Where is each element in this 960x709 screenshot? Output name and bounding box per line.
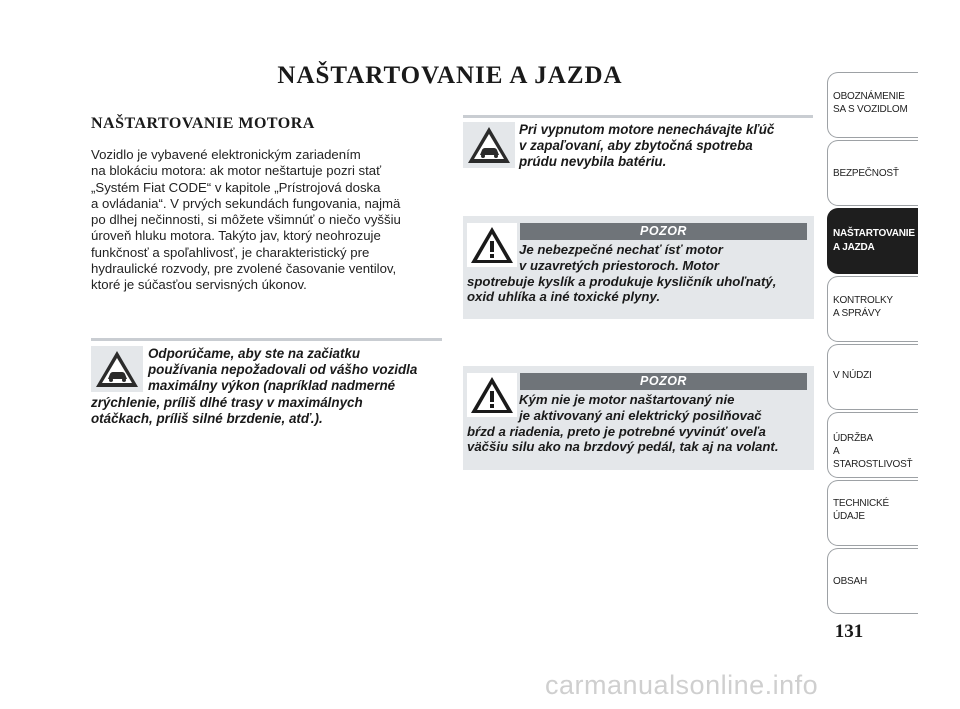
warning-text [467,242,812,305]
warning-line: Kým nie je motor naštartovaný nie [519,392,735,407]
tab-label: OBSAH [833,576,868,587]
note-line: v zapaľovaní, aby zbytočná spotreba [519,138,753,154]
warning-box [463,216,814,319]
warning-line: bŕzd a riadenia, preto je potrebné vyvinúť oveľa [467,423,766,439]
tab-label: A SPRÁVY [833,308,881,319]
note-line: otáčkach, príliš silné brzdenie, atď.). [91,410,323,426]
right-note [519,122,819,171]
tab-label: SA S VOZIDLOM [833,104,908,115]
note-line: prúdu nevybila batériu. [519,154,667,170]
car-caution-icon [463,122,515,168]
page-title: NAŠTARTOVANIE A JAZDA [277,62,623,89]
tab-obsah[interactable] [827,548,918,614]
page-number: 131 [834,621,864,642]
warning-line: v uzavretých priestoroch. Motor [519,257,720,273]
tab-kontrolky[interactable] [827,276,918,342]
body-line: a ovládania“. V prvých sekundách fungovania, najmä [91,195,401,211]
section-heading: NAŠTARTOVANIE MOTORA [91,115,315,132]
body-line: ktoré je súčasťou servisných úkonov. [91,277,307,293]
tab-bezpecnost[interactable] [827,140,918,206]
warning-line: oxid uhlíka a iné toxické plyny. [467,289,660,305]
note-line: používania nepožadovali od vášho vozidla [148,362,418,378]
tab-label: A STAROSTLIVOSŤ [833,446,913,470]
tab-label: OBOZNÁMENIE [833,91,905,102]
warning-line: väčšiu silu ako na brzdový pedál, tak aj na volant. [467,439,779,455]
body-line: po dlhej nečinnosti, si môžete všimnúť o niečo vyššiu [91,212,401,228]
note-line: Pri vypnutom motore nenechávajte kľúč [519,122,775,137]
warning-line: Je nebezpečné nechať ísť motor [519,242,723,257]
body-line: hydraulické rozvody, pre zvolené časovanie ventilov, [91,261,397,277]
right-note-divider [463,115,813,118]
warning-text [467,392,812,455]
tab-label: BEZPEČNOSŤ [833,168,899,179]
pozor-label: POZOR [520,223,807,240]
tab-v-nudzi[interactable] [827,344,918,410]
tab-label: ÚDAJE [833,511,865,522]
tab-label: V NÚDZI [833,370,872,381]
pozor-label: POZOR [520,373,807,390]
warning-line: je aktivovaný ani elektrický posilňovač [519,407,762,423]
note-line: maximálny výkon (napríklad nadmerné [148,378,396,394]
note-line: zrýchlenie, príliš dlhé trasy v maximálnych [91,394,363,410]
body-line: na blokáciu motora: ak motor neštartuje pozri stať [91,163,382,179]
left-note-divider [91,338,442,341]
watermark: carmanualsonline.info [545,670,819,700]
warning-box [463,366,814,470]
tab-label: ÚDRŽBA [833,433,873,444]
tab-label: KONTROLKY [833,295,893,306]
tab-oboznamenie[interactable] [827,72,918,138]
body-line: funkčnosť a spoľahlivosť, je charakteristický pre [91,244,370,260]
body-line: Vozidlo je vybavené elektronickým zariadením [91,147,361,162]
tab-nastartovanie[interactable] [827,208,918,274]
tab-technicke-udaje[interactable] [827,480,918,546]
warning-line: spotrebuje kyslík a produkuje kysličník uhoľnatý, [467,273,777,289]
body-line: „Systém Fiat CODE“ v kapitole „Prístrojová doska [91,179,381,195]
body-line: úroveň hluku motora. Takýto jav, ktorý neohrozuje [91,228,381,244]
tab-label: NAŠTARTOVANIE [833,228,915,239]
tab-label: TECHNICKÉ [833,498,889,509]
tab-udrzba[interactable] [827,412,918,478]
left-note [91,346,446,427]
tab-label: A JAZDA [833,242,875,253]
body-paragraph [91,147,446,294]
note-line: Odporúčame, aby ste na začiatku [148,346,361,361]
